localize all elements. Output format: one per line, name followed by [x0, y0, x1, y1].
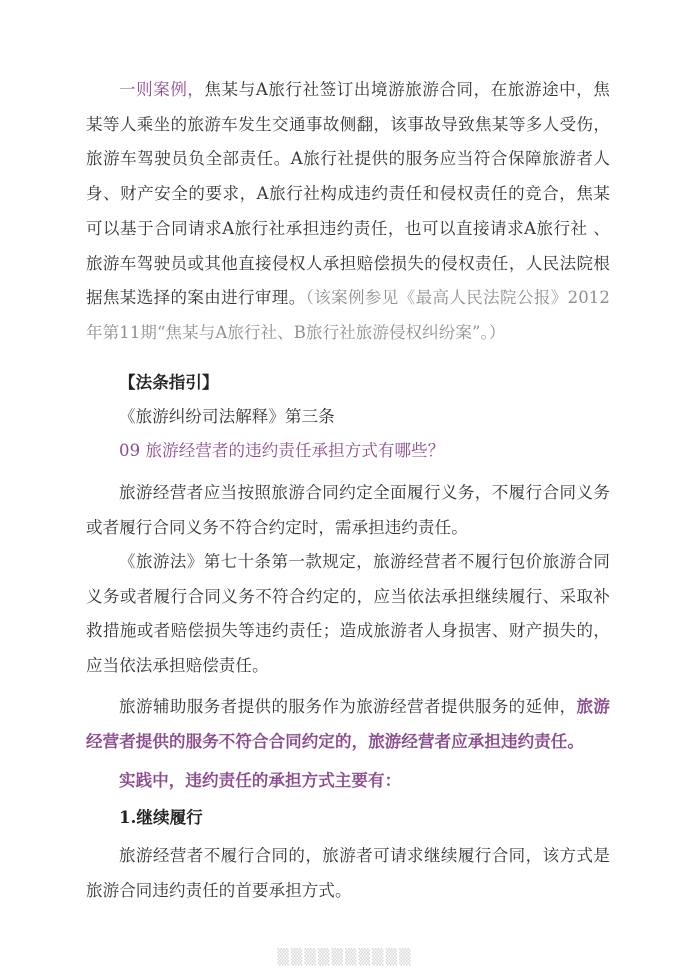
- auxiliary-highlight-text: 旅游经营者提供的服务不符合合同约定的，旅游经营者应承担违约责任。: [86, 697, 610, 751]
- auxiliary-plain-text: 旅游辅助服务者提供的服务作为旅游经营者提供服务的延伸，: [119, 697, 577, 716]
- case-body: 焦某与A旅行社签订出境游旅游合同，在旅游途中，焦某等人乘坐的旅游车发生交通事故侧翻，该事故导致焦某等多人受伤，旅游车驾驶员负全部责任。A旅行社提供的服务应当符合保障旅游者人身、财产安全的要求，A旅行社构成违约责任和侵权责任的竞合，焦某可以基于合同请求A旅行社承担违约责任，也可以直接请求A旅行社 、旅游车驾驶员或其他直接侵权人承担赔偿损失的侵权责任，人民法院根据焦某选择的案由进行审理。: [86, 80, 610, 308]
- item-continue-performance-body: 旅游经营者不履行合同的，旅游者可请求继续履行合同，该方式是旅游合同违约责任的首要承担方式。: [86, 846, 610, 900]
- case-source-note: （该案例参见《最高人民法院公报》2012年第11期“焦某与A旅行社、B旅行社旅游侵权纠纷案”。）: [86, 288, 610, 342]
- law-reference: 《旅游纠纷司法解释》第三条: [119, 407, 335, 426]
- watermark: ▒▒▒▒▒▒▒▒▒▒: [277, 948, 413, 966]
- law-guide-heading: 【法条指引】: [119, 373, 219, 392]
- paragraph-auxiliary-service: [86, 690, 610, 759]
- case-lead: 一则案例，: [119, 80, 205, 99]
- paragraph-tourism-law: 《旅游法》第七十条第一款规定，旅游经营者不履行包价旅游合同义务或者履行合同义务不符合约定的，应当依法承担继续履行、采取补救措施或者赔偿损失等违约责任；造成旅游者人身损害、财产损失的，应当依法承担赔偿责任。: [86, 552, 610, 676]
- practice-heading: 实践中，违约责任的承担方式主要有：: [119, 771, 402, 790]
- paragraph-obligation: 旅游经营者应当按照旅游合同约定全面履行义务，不履行合同义务或者履行合同义务不符合约定时，需承担违约责任。: [86, 483, 610, 537]
- question-heading: 09 旅游经营者的违约责任承担方式有哪些？: [119, 441, 445, 460]
- item-continue-performance-heading: 1.继续履行: [119, 808, 203, 827]
- case-paragraph: [86, 73, 610, 351]
